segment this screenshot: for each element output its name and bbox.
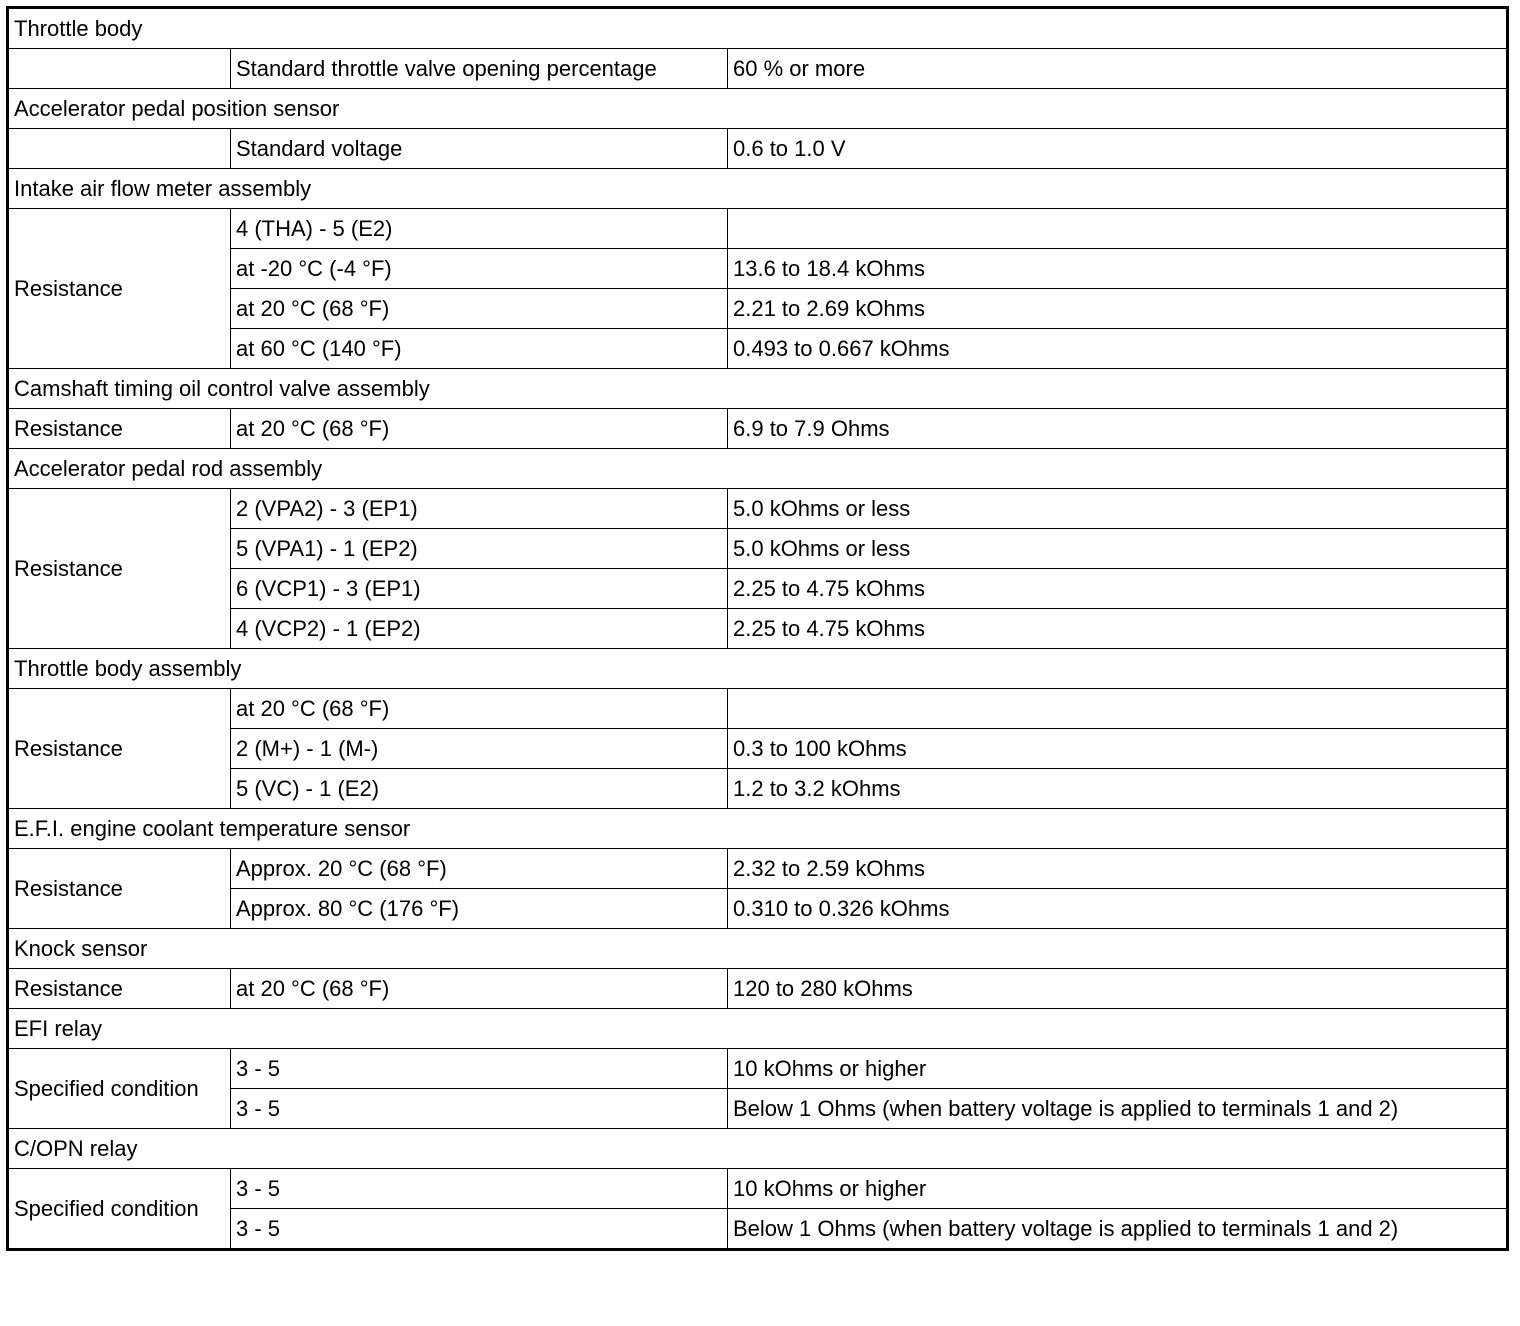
row-group-label: Resistance: [8, 849, 231, 929]
condition-cell: 2 (M+) - 1 (M-): [231, 729, 728, 769]
condition-cell: 2 (VPA2) - 3 (EP1): [231, 489, 728, 529]
table-row: [8, 889, 1508, 929]
table-row: [8, 249, 1508, 289]
condition-cell: at 20 °C (68 °F): [231, 969, 728, 1009]
condition-cell: Approx. 80 °C (176 °F): [231, 889, 728, 929]
value-cell: 1.2 to 3.2 kOhms: [728, 769, 1508, 809]
section-title: Accelerator pedal position sensor: [8, 89, 1508, 129]
table-row: [8, 689, 1508, 729]
value-cell: [728, 209, 1508, 249]
table-row: [8, 969, 1508, 1009]
table-row: [8, 209, 1508, 249]
row-group-label: Resistance: [8, 969, 231, 1009]
condition-cell: Standard voltage: [231, 129, 728, 169]
section-header-row: [8, 89, 1508, 129]
section-header-row: [8, 449, 1508, 489]
condition-cell: 3 - 5: [231, 1169, 728, 1209]
condition-cell: at 20 °C (68 °F): [231, 289, 728, 329]
row-group-label: Resistance: [8, 409, 231, 449]
value-cell: 2.25 to 4.75 kOhms: [728, 569, 1508, 609]
value-cell: 13.6 to 18.4 kOhms: [728, 249, 1508, 289]
condition-cell: at 20 °C (68 °F): [231, 689, 728, 729]
value-cell: 0.310 to 0.326 kOhms: [728, 889, 1508, 929]
condition-cell: Approx. 20 °C (68 °F): [231, 849, 728, 889]
value-cell: 10 kOhms or higher: [728, 1169, 1508, 1209]
table-row: [8, 1169, 1508, 1209]
value-cell: 60 % or more: [728, 49, 1508, 89]
table-row: [8, 849, 1508, 889]
condition-cell: 5 (VPA1) - 1 (EP2): [231, 529, 728, 569]
value-cell: 5.0 kOhms or less: [728, 529, 1508, 569]
section-title: Accelerator pedal rod assembly: [8, 449, 1508, 489]
value-cell: 10 kOhms or higher: [728, 1049, 1508, 1089]
specification-table-body: [8, 8, 1508, 1250]
section-title: Camshaft timing oil control valve assembly: [8, 369, 1508, 409]
section-title: Intake air flow meter assembly: [8, 169, 1508, 209]
condition-cell: 4 (VCP2) - 1 (EP2): [231, 609, 728, 649]
row-group-label: Specified condition: [8, 1169, 231, 1250]
condition-cell: 3 - 5: [231, 1209, 728, 1250]
section-title: Knock sensor: [8, 929, 1508, 969]
section-title: E.F.I. engine coolant temperature sensor: [8, 809, 1508, 849]
condition-cell: at 60 °C (140 °F): [231, 329, 728, 369]
row-group-label: Resistance: [8, 209, 231, 369]
value-cell: 6.9 to 7.9 Ohms: [728, 409, 1508, 449]
condition-cell: at -20 °C (-4 °F): [231, 249, 728, 289]
section-title: Throttle body assembly: [8, 649, 1508, 689]
section-header-row: [8, 1009, 1508, 1049]
section-header-row: [8, 809, 1508, 849]
value-cell: 120 to 280 kOhms: [728, 969, 1508, 1009]
table-row: [8, 1049, 1508, 1089]
table-row: [8, 569, 1508, 609]
table-row: [8, 129, 1508, 169]
value-cell: 5.0 kOhms or less: [728, 489, 1508, 529]
section-header-row: [8, 369, 1508, 409]
value-cell: Below 1 Ohms (when battery voltage is applied to terminals 1 and 2): [728, 1089, 1508, 1129]
table-row: [8, 1089, 1508, 1129]
value-cell: 2.25 to 4.75 kOhms: [728, 609, 1508, 649]
section-header-row: [8, 169, 1508, 209]
value-cell: 2.21 to 2.69 kOhms: [728, 289, 1508, 329]
condition-cell: 3 - 5: [231, 1049, 728, 1089]
row-group-label: Specified condition: [8, 1049, 231, 1129]
table-row: [8, 609, 1508, 649]
table-row: [8, 329, 1508, 369]
condition-cell: Standard throttle valve opening percentage: [231, 49, 728, 89]
row-group-label: [8, 49, 231, 89]
section-header-row: [8, 649, 1508, 689]
condition-cell: at 20 °C (68 °F): [231, 409, 728, 449]
condition-cell: 6 (VCP1) - 3 (EP1): [231, 569, 728, 609]
value-cell: 0.3 to 100 kOhms: [728, 729, 1508, 769]
table-row: [8, 529, 1508, 569]
row-group-label: [8, 129, 231, 169]
table-row: [8, 769, 1508, 809]
section-title: Throttle body: [8, 8, 1508, 49]
table-row: [8, 289, 1508, 329]
condition-cell: 3 - 5: [231, 1089, 728, 1129]
value-cell: Below 1 Ohms (when battery voltage is applied to terminals 1 and 2): [728, 1209, 1508, 1250]
row-group-label: Resistance: [8, 689, 231, 809]
table-row: [8, 49, 1508, 89]
table-row: [8, 1209, 1508, 1250]
row-group-label: Resistance: [8, 489, 231, 649]
condition-cell: 4 (THA) - 5 (E2): [231, 209, 728, 249]
section-header-row: [8, 8, 1508, 49]
value-cell: 0.6 to 1.0 V: [728, 129, 1508, 169]
section-title: EFI relay: [8, 1009, 1508, 1049]
value-cell: [728, 689, 1508, 729]
table-row: [8, 489, 1508, 529]
value-cell: 0.493 to 0.667 kOhms: [728, 329, 1508, 369]
section-header-row: [8, 929, 1508, 969]
specification-table: [6, 6, 1509, 1251]
condition-cell: 5 (VC) - 1 (E2): [231, 769, 728, 809]
table-row: [8, 409, 1508, 449]
table-row: [8, 729, 1508, 769]
section-title: C/OPN relay: [8, 1129, 1508, 1169]
section-header-row: [8, 1129, 1508, 1169]
value-cell: 2.32 to 2.59 kOhms: [728, 849, 1508, 889]
